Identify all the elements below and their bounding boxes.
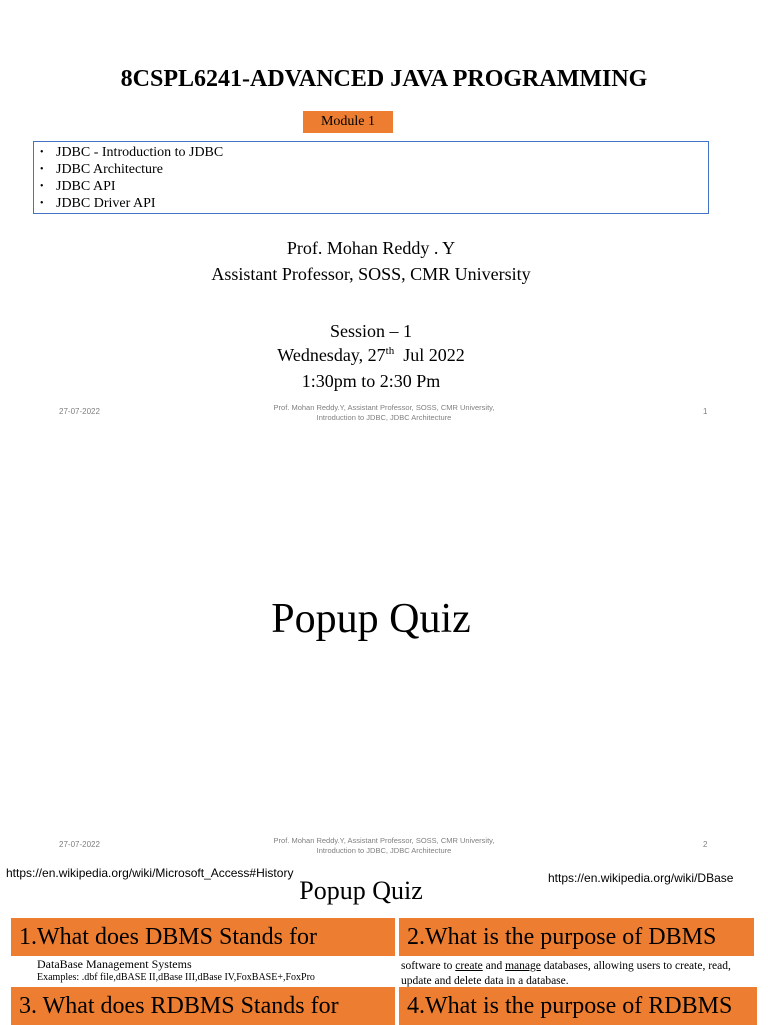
date-suffix-sup: th: [385, 345, 395, 357]
popup-quiz-subheading: Popup Quiz: [299, 876, 423, 905]
question-1: 1.What does DBMS Stands for: [11, 918, 395, 956]
topics-box: [33, 141, 709, 214]
topic-item: • JDBC Architecture: [34, 161, 708, 178]
professor-title: Assistant Professor, SOSS, CMR University: [211, 264, 531, 284]
topics-list: [34, 142, 708, 212]
footer-line-1: Prof. Mohan Reddy.Y, Assistant Professor, SOSS, CMR University,: [273, 403, 495, 412]
date-prefix: Wednesday, 27: [277, 345, 386, 365]
topic-item: • JDBC - Introduction to JDBC: [34, 144, 708, 161]
create-term: create: [455, 960, 483, 972]
module-badge: Module 1: [303, 111, 393, 133]
question-4: 4.What is the purpose of RDBMS: [399, 987, 757, 1025]
course-title: 8CSPL6241-ADVANCED JAVA PROGRAMMING: [120, 66, 648, 92]
slide2-footer-text: [234, 836, 534, 856]
slide1-footer-date: 27-07-2022: [59, 407, 100, 416]
question-3: 3. What does RDBMS Stands for: [11, 987, 395, 1025]
manage-term: manage: [505, 960, 541, 972]
answer-2-part: databases, allowing users to create, read, update and delete data in a database.: [401, 960, 731, 987]
footer-line-2: Introduction to JDBC, JDBC Architecture: [316, 846, 452, 855]
topic-item: • JDBC API: [34, 178, 708, 195]
slide2-footer-date: 27-07-2022: [59, 840, 100, 849]
slide1-page-number: 1: [703, 407, 708, 416]
slide1-footer-text: [234, 403, 534, 423]
answer-2-part: software to: [401, 960, 456, 972]
topic-item: • JDBC Driver API: [34, 195, 708, 212]
session-label: Session – 1: [329, 321, 412, 341]
popup-quiz-heading: Popup Quiz: [271, 596, 471, 642]
answer-2-part: and: [482, 960, 506, 972]
slide2-page-number: 2: [703, 840, 708, 849]
footer-line-2: Introduction to JDBC, JDBC Architecture: [316, 413, 452, 422]
session-time: 1:30pm to 2:30 Pm: [301, 371, 441, 391]
date-month-year: Jul 2022: [394, 345, 465, 365]
professor-name: Prof. Mohan Reddy . Y: [286, 238, 456, 258]
dbase-wiki-link[interactable]: https://en.wikipedia.org/wiki/DBase: [548, 871, 734, 885]
session-date: [0, 345, 742, 366]
answer-2: [401, 959, 751, 989]
ms-access-wiki-link[interactable]: https://en.wikipedia.org/wiki/Microsoft_Access#History: [6, 866, 294, 880]
answer-1-examples: Examples: .dbf file,dBASE II,dBase III,dBase IV,FoxBASE+,FoxPro: [37, 972, 315, 983]
footer-line-1: Prof. Mohan Reddy.Y, Assistant Professor, SOSS, CMR University,: [273, 836, 495, 845]
answer-1: DataBase Management Systems: [37, 957, 192, 971]
question-2: 2.What is the purpose of DBMS: [399, 918, 754, 956]
